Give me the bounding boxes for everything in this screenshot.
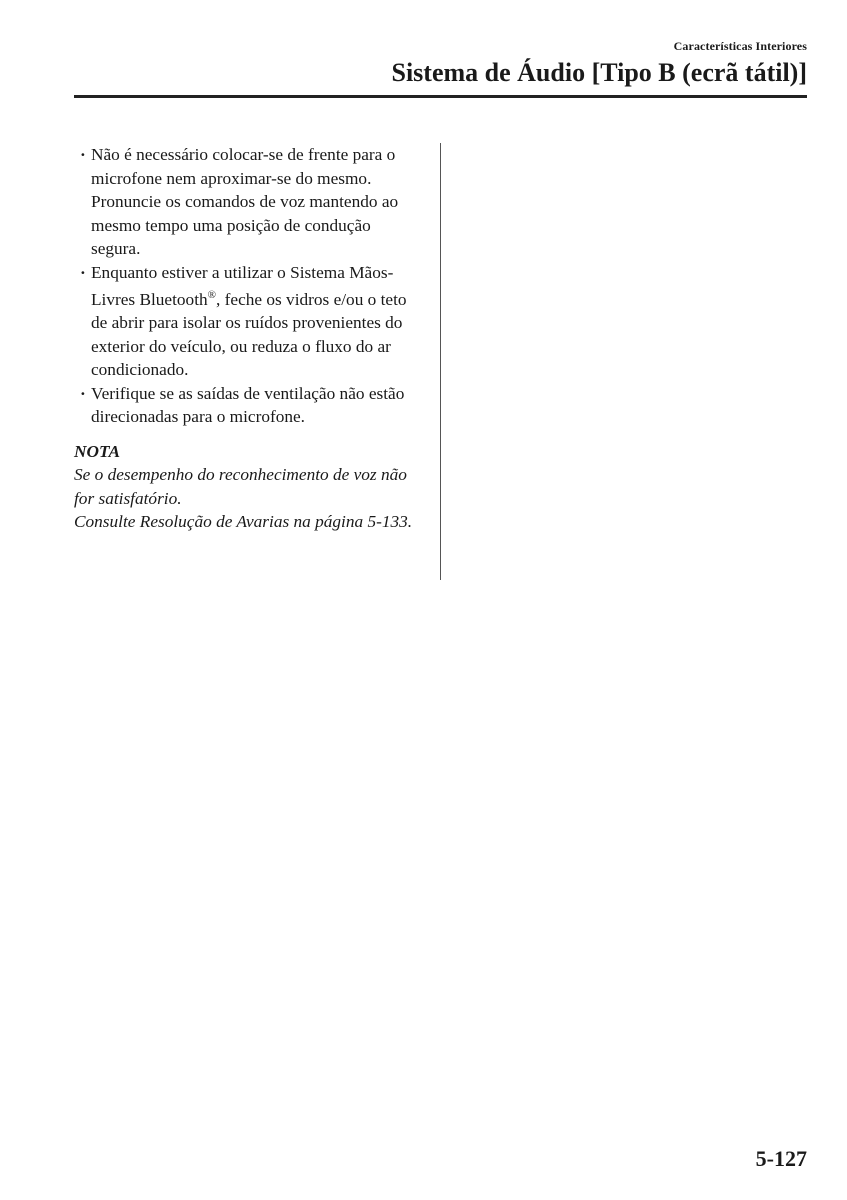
left-column [74,143,424,534]
note-block [74,440,424,534]
bullet-item-windows-closed [74,261,424,382]
note-line-reference: Consulte Resolução de Avarias na página 5-133. [74,512,413,532]
section-label: Características Interiores [673,39,807,53]
page-title: Sistema de Áudio [Tipo B (ecrã tátil)] [391,58,807,87]
page-number: 5-127 [755,1146,807,1171]
header-rule [74,95,807,98]
note-line-performance: Se o desempenho do reconhecimento de voz não for satisfatório. [74,465,407,508]
bullet-item-vents: · Verifique se as saídas de ventilação não estão direcionadas para o microfone. [74,382,424,429]
note-title: NOTA [74,441,121,461]
column-divider [440,143,441,580]
bullet-text-after: , feche os vidros e/ou o teto de abrir para isolar os ruídos provenientes do exterior do veículo, ou reduza o fluxo do ar condicionado. [91,289,407,380]
bullet-text-before: Enquanto estiver a utilizar o Sistema Mãos-Livres Bluetooth [91,262,394,309]
bullet-item-microphone-position: · Não é necessário colocar-se de frente para o microfone nem aproximar-se do mesmo. Pronuncie os comandos de voz mantendo ao mesmo tempo uma posição de condução segura. [74,143,424,261]
registered-mark: ® [207,289,216,301]
bullet-list [74,143,424,429]
